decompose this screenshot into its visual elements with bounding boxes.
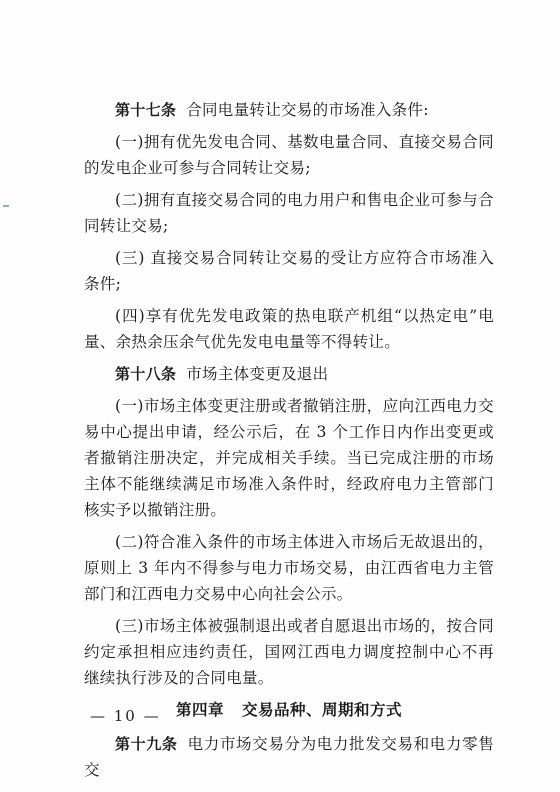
margin-mark	[3, 205, 9, 207]
article-19-paragraph	[84, 731, 494, 783]
article-17-item-4	[84, 303, 494, 355]
article-number: 第十七条	[115, 101, 177, 119]
paragraph-text: (三) 直接交易合同转让交易的受让方应符合市场准入条件;	[84, 249, 494, 293]
article-number: 第十八条	[115, 365, 177, 383]
paragraph-text: (二)拥有直接交易合同的电力用户和售电企业可参与合同转让交易;	[84, 191, 494, 235]
paragraph-text: 合同电量转让交易的市场准入条件:	[186, 101, 429, 119]
article-number: 第十九条	[115, 735, 178, 753]
article-17-item-1	[84, 129, 494, 181]
paragraph-text: (一)市场主体变更注册或者撤销注册，应向江西电力交易中心提出申请，经公示后，在 3 个工作日内作出变更或者撤销注册决定，并完成相关手续。当已完成注册的市场主体不能继续满足市场准入条件时，经政府电力主管部门核实予以撤销注册。	[84, 397, 494, 519]
chapter-title: 交易品种、周期和方式	[242, 701, 403, 719]
paragraph-text: 电力市场交易分为电力批发交易和电力零售交	[84, 735, 495, 779]
paragraph-text: 市场主体变更及退出	[186, 365, 329, 383]
paragraph-text: (二)符合准入条件的市场主体进入市场后无故退出的，原则上 3 年内不得参与电力市场交易，由江西省电力主管部门和江西电力交易中心向社会公示。	[84, 533, 494, 603]
paragraph-text: (四)享有优先发电政策的热电联产机组“以热定电”电量、余热余压余气优先发电电量等不得转让。	[84, 307, 494, 351]
paragraph-text: (一)拥有优先发电合同、基数电量合同、直接交易合同的发电企业可参与合同转让交易;	[84, 133, 494, 177]
article-17-paragraph	[84, 97, 494, 123]
article-18-item-2	[84, 529, 494, 607]
article-17-item-2	[84, 187, 494, 239]
article-18-item-3	[84, 613, 494, 691]
article-17-item-3	[84, 245, 494, 297]
document-body	[84, 97, 494, 789]
page-number: — 10 —	[90, 707, 161, 725]
article-18-paragraph	[84, 361, 494, 387]
chapter-number: 第四章	[175, 701, 224, 719]
article-18-item-1	[84, 393, 494, 523]
paragraph-text: (三)市场主体被强制退出或者自愿退出市场的，按合同约定承担相应违约责任，国网江西电力调度控制中心不再继续执行涉及的合同电量。	[84, 617, 494, 687]
